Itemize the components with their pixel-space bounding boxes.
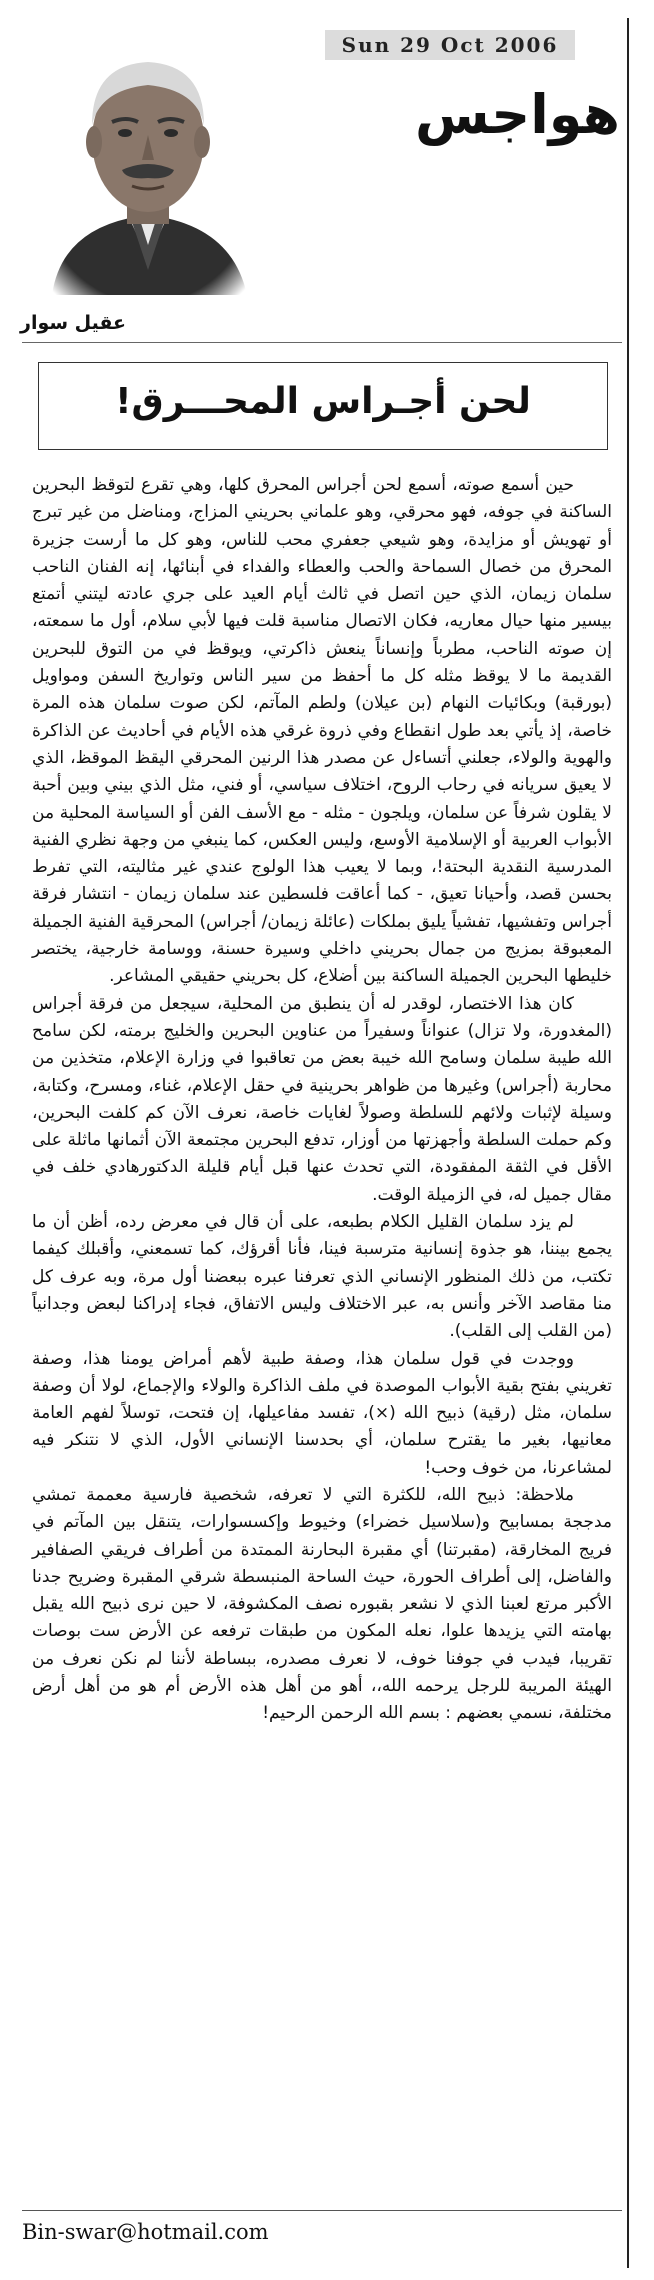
article-paragraph: حين أسمع صوته، أسمع لحن أجراس المحرق كلها، وهي تقرع لتوقظ البحرين الساكنة في جوفه، فهو محرقي، وهو علماني بحريني المزاج، ومناضل من غير تبرج أو تهويش أو مزايدة، وهو شيعي جعفري محب للناس، وهو كل ما أرست جزيرة المحرق من خصال السماحة والحب والعطاء والفداء في أبنائها، إنه الفنان الناحب سلمان زيمان، الذي حين اتصل في ثالث أيام العيد على جري عادته ليتني أتمتع بيسير منها حيال معاريه، فكان الاتصال مناسبة قلت فيها لأبي سلام، أول ما سمعته، إن صوته الناحب، مطرباً وإنساناً ينعش ذاكرتي، ويوقظ في من التوق للبحرين القديمة ما لا يوقظ مثله كل ما أحفظ من سير الناس وتواريخ السفن ومواويل (بورقبة) وبكائيات النهام (بن عيلان) ولطم المآتم، لكن صوت سلمان هذه المرة خاصة، إذ يأتي بعد طول انقطاع وفي ذروة غرقي هذه الأيام في أحاديث عن الذاكرة والهوية والولاء، جعلني أتساءل عن مصدر هذا الرنين المحرقي اليقظ الموقظ، الذي لا يعيق سريانه في رحاب الروح، اختلاف سياسي، أو فني، مثل الذي بيني وبين أحبة لا يقلون شرفاً عن سلمان، ويلجون - مثله - مع الأسف الفن أو السياسة المحلية من الأبواب العربية أو الإسلامية الأوسع، وليس العكس، كما ينبغي من وجهة نظري الفنية المدرسية النقدية البحتة!، وبما لا يعيب هذا الولوج عندي غير مثاليته، التي تفرط بحسن قصد، وأحيانا تعيق، - كما أعاقت فلسطين عند سلمان زيمان - انتشار فرقة أجراس وتفشيها، تفشياً يليق بملكات (عائلة زيمان/ أجراس) المحرقية الفنية الجميلة المعبوقة بمزيج من جمال بحريني داخلي وسيرة حسنة، ووسامة خارجية، يختصر خليطها البحرين الجميلة الساكنة بين أضلاع، كل بحريني حقيقي المشاعر. bbox=[32, 475, 612, 987]
author-divider bbox=[22, 342, 622, 343]
column-title: هواجس bbox=[414, 83, 620, 146]
article-paragraph: لم يزد سلمان القليل الكلام بطبعه، على أن قال في معرض رده، أظن أن ما يجمع بيننا، هو جذوة إنسانية مترسبة فينا، فأنا أقرؤك، كما تسمعني، وأقبلك كيفما تكتب، من ذلك المنظور الإنساني الذي تعرفنا عبره ببعضنا أول مرة، وبه عرف كل منا مقاصد الآخر وأنس به، عبر الاختلاف وليس الاتفاق، فجاء إدراكنا لبعض وجدانياً (من القلب إلى القلب). bbox=[32, 1212, 612, 1342]
headline-box bbox=[38, 362, 608, 450]
article-body bbox=[32, 472, 612, 1728]
article-paragraph: ملاحظة: ذبيح الله، للكثرة التي لا تعرفه، شخصية فارسية معممة تمشي مدججة بمسابيح و(سلاسيل خضراء) وخيوط وإكسسوارات، يتنقل بين المآتم في فريج المخارقة، (مقبرتنا) أي مقبرة البحارنة الممتدة من أطراف فريقي الصفافير والفاضل، إلى أطراف الحورة، حيث الساحة المنبسطة شرقي المقبرة وضريح جدنا الأكبر مرتع لعبنا الذي لا نشعر بقبوره نصف المكشوفة، لا حين نرى ذبيح الله يقبل بهامته التي يزيدها علوا، نعله المكون من طبقات ترفعه عن الأرض ست بوصات تقريبا، فيدب في جوفنا خوف، لا نعرف مصدره، ببساطة لأننا لم نكن نعرف من الهيئة المريبة للرجل يرحمه الله،، أهو من أهل هذه الأرض أم هو من أهل أرض مختلفة، نسمي بعضهم : بسم الله الرحمن الرحيم! bbox=[32, 1484, 612, 1724]
footer-divider bbox=[22, 2210, 622, 2211]
author-email: Bin-swar@hotmail.com bbox=[22, 2220, 269, 2244]
author-portrait bbox=[32, 30, 264, 295]
article-headline: لحن أجـراس المحـــرق! bbox=[115, 381, 531, 422]
column-right-rule bbox=[627, 18, 629, 2268]
article-paragraph: كان هذا الاختصار، لوقدر له أن ينطبق من المحلية، سيجعل من فرقة أجراس (المغدورة، ولا تزال) عنواناً وسفيراً من عناوين البحرين والخليج برمته، لكن سامح الله طيبة سلمان وسامح الله خيبة بعض من تعاقبوا في وزارة الإعلام، متخذين من محاربة (أجراس) وغيرها من ظواهر بحرينية في حقل الإعلام، غناء، ومسرح، وكتابة، وسيلة لإثبات ولائهم للسلطة وصولاً لغايات خاصة، نعرف الآن كم كلفت البحرين، وكم حملت السلطة وأجهزتها من أوزار، تدفع البحرين مجتمعة الآن أثمانها ماثلة على الأقل في الثقة المفقودة، التي تحدث عنها قبل أيام قليلة الدكتورهادي خلف في مقال جميل له، في الزميلة الوقت. bbox=[32, 993, 612, 1205]
article-paragraph: ووجدت في قول سلمان هذا، وصفة طبية لأهم أمراض يومنا هذا، وصفة تغريني بفتح بقية الأبواب الموصدة في ملف الذاكرة والولاء والإجماع، لولا أن وصفة سلمان، مثل (رقية) ذبيح الله (×)، تفسد مفاعيلها، إن فتحت، توسلاً لفهم العامة معانيها، بغير ما يقترح سلمان، أي بحدسنا الإنساني الأول، الذي لا نتنكر فيه لمشاعرنا، من خوف وحب! bbox=[32, 1348, 612, 1478]
publication-date: Sun 29 Oct 2006 bbox=[325, 30, 575, 60]
author-name: عقيل سوار bbox=[20, 312, 127, 334]
